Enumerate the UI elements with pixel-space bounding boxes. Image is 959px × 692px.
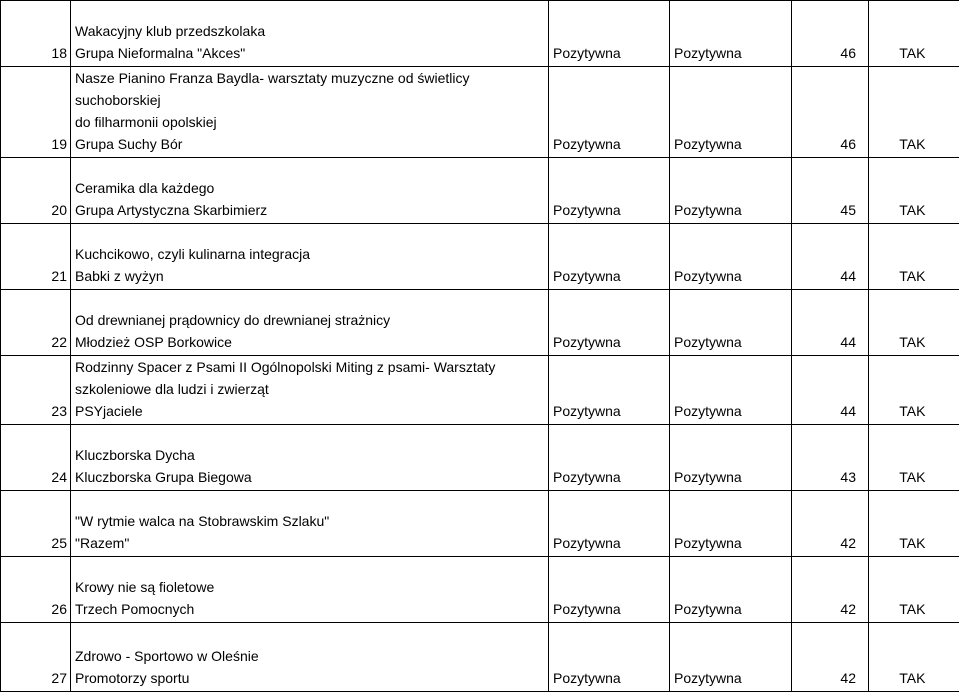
project-title-line: Nasze Pianino Franza Baydla- warsztaty muzyczne od świetlicy suchoborskiej (75, 67, 544, 111)
score: 44 (792, 224, 869, 290)
project-title-line: Kuchcikowo, czyli kulinarna integracja (75, 243, 544, 265)
project-cell (71, 491, 549, 557)
score: 44 (792, 356, 869, 425)
formal-assessment: Pozytywna (549, 356, 670, 425)
applicant-name: Kluczborska Grupa Biegowa (75, 466, 544, 488)
table-row (1, 224, 959, 290)
formal-assessment: Pozytywna (549, 158, 670, 224)
formal-assessment: Pozytywna (549, 67, 670, 158)
merit-assessment: Pozytywna (670, 1, 792, 67)
table-row (1, 290, 959, 356)
project-cell (71, 67, 549, 158)
applicant-name: PSYjaciele (75, 400, 544, 422)
score: 46 (792, 1, 869, 67)
applicant-name: "Razem" (75, 532, 544, 554)
formal-assessment: Pozytywna (549, 491, 670, 557)
formal-assessment: Pozytywna (549, 1, 670, 67)
project-title-line: Wakacyjny klub przedszkolaka (75, 20, 544, 42)
applicant-name: Grupa Artystyczna Skarbimierz (75, 199, 544, 221)
table-row (1, 356, 959, 425)
project-cell (71, 356, 549, 425)
applicant-name: Grupa Nieformalna "Akces" (75, 42, 544, 64)
merit-assessment: Pozytywna (670, 491, 792, 557)
table-row (1, 67, 959, 158)
row-number: 21 (1, 224, 71, 290)
applicant-name: Trzech Pomocnych (75, 598, 544, 620)
formal-assessment: Pozytywna (549, 425, 670, 491)
applicant-name: Promotorzy sportu (75, 667, 544, 689)
merit-assessment: Pozytywna (670, 623, 792, 692)
project-cell (71, 224, 549, 290)
table-row (1, 158, 959, 224)
merit-assessment: Pozytywna (670, 557, 792, 623)
score: 46 (792, 67, 869, 158)
row-number: 24 (1, 425, 71, 491)
funding-flag: TAK (869, 425, 959, 491)
applicant-name: Młodzież OSP Borkowice (75, 331, 544, 353)
table-row (1, 425, 959, 491)
merit-assessment: Pozytywna (670, 425, 792, 491)
funding-flag: TAK (869, 224, 959, 290)
row-number: 18 (1, 1, 71, 67)
funding-flag: TAK (869, 356, 959, 425)
score: 42 (792, 491, 869, 557)
funding-flag: TAK (869, 67, 959, 158)
table-row (1, 491, 959, 557)
score: 42 (792, 623, 869, 692)
merit-assessment: Pozytywna (670, 67, 792, 158)
formal-assessment: Pozytywna (549, 290, 670, 356)
funding-flag: TAK (869, 623, 959, 692)
score: 43 (792, 425, 869, 491)
row-number: 25 (1, 491, 71, 557)
project-title-line: szkoleniowe dla ludzi i zwierząt (75, 378, 544, 400)
project-title-line: Ceramika dla każdego (75, 177, 544, 199)
project-title-line: do filharmonii opolskiej (75, 111, 544, 133)
project-cell (71, 290, 549, 356)
applicant-name: Babki z wyżyn (75, 265, 544, 287)
applicant-name: Grupa Suchy Bór (75, 133, 544, 155)
formal-assessment: Pozytywna (549, 224, 670, 290)
results-table-body (1, 1, 959, 692)
formal-assessment: Pozytywna (549, 623, 670, 692)
project-cell (71, 557, 549, 623)
row-number: 23 (1, 356, 71, 425)
funding-flag: TAK (869, 290, 959, 356)
funding-flag: TAK (869, 1, 959, 67)
project-title-line: Kluczborska Dycha (75, 444, 544, 466)
row-number: 22 (1, 290, 71, 356)
table-row (1, 623, 959, 692)
score: 45 (792, 158, 869, 224)
project-cell (71, 623, 549, 692)
score: 44 (792, 290, 869, 356)
merit-assessment: Pozytywna (670, 224, 792, 290)
project-cell (71, 1, 549, 67)
formal-assessment: Pozytywna (549, 557, 670, 623)
project-title-line: Rodzinny Spacer z Psami II Ogólnopolski Miting z psami- Warsztaty (75, 356, 544, 378)
project-title-line: Zdrowo - Sportowo w Oleśnie (75, 645, 544, 667)
row-number: 20 (1, 158, 71, 224)
project-title-line: Od drewnianej prądownicy do drewnianej strażnicy (75, 309, 544, 331)
project-cell (71, 425, 549, 491)
merit-assessment: Pozytywna (670, 158, 792, 224)
funding-flag: TAK (869, 158, 959, 224)
funding-flag: TAK (869, 491, 959, 557)
score: 42 (792, 557, 869, 623)
row-number: 19 (1, 67, 71, 158)
funding-flag: TAK (869, 557, 959, 623)
merit-assessment: Pozytywna (670, 290, 792, 356)
table-row (1, 557, 959, 623)
project-title-line: Krowy nie są fioletowe (75, 576, 544, 598)
merit-assessment: Pozytywna (670, 356, 792, 425)
row-number: 27 (1, 623, 71, 692)
project-cell (71, 158, 549, 224)
table-row (1, 1, 959, 67)
row-number: 26 (1, 557, 71, 623)
project-title-line: "W rytmie walca na Stobrawskim Szlaku" (75, 510, 544, 532)
